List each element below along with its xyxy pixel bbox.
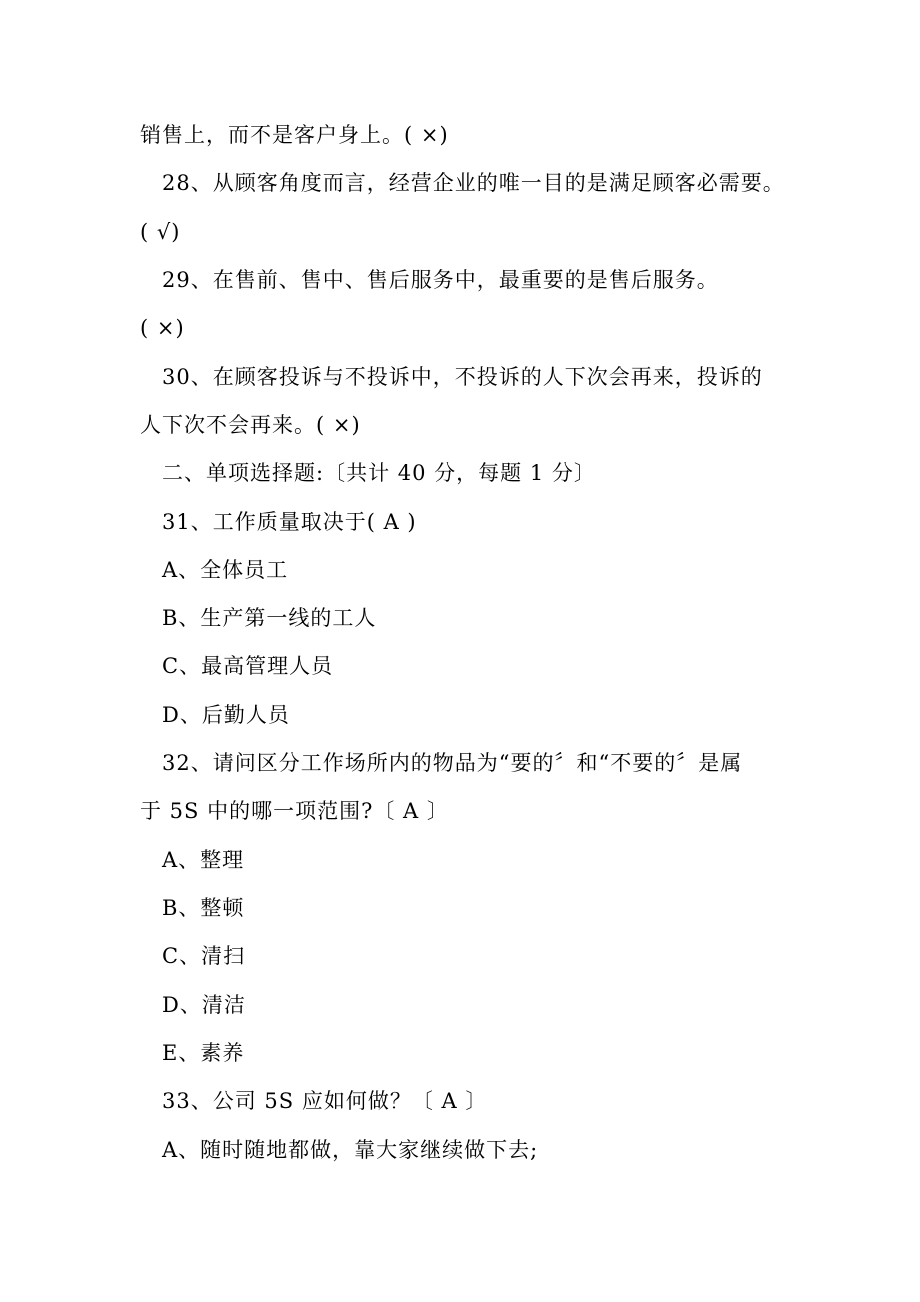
question-32-cont: 于 5S 中的哪一项范围?〔 A 〕 xyxy=(140,799,449,823)
answer-30: 人下次不会再来。( ×) xyxy=(140,413,361,437)
text-line: 销售上，而不是客户身上。( ×) xyxy=(140,123,449,147)
option-31-a: A、全体员工 xyxy=(162,558,289,582)
option-31-d: D、后勤人员 xyxy=(162,703,290,727)
option-32-c: C、清扫 xyxy=(162,944,246,968)
option-31-b: B、生产第一线的工人 xyxy=(162,606,377,630)
question-32: 32、请问区分工作场所内的物品为“要的〞和“不要的〞是属 xyxy=(162,751,743,775)
option-33-a: A、随时随地都做，靠大家继续做下去; xyxy=(162,1138,539,1162)
option-32-d: D、清洁 xyxy=(162,993,246,1017)
answer-29: ( ×) xyxy=(140,316,185,340)
answer-28: ( √) xyxy=(140,220,181,244)
question-29: 29、在售前、售中、售后服务中，最重要的是售后服务。 xyxy=(162,268,719,292)
section-heading: 二、单项选择题:〔共计 40 分，每题 1 分〕 xyxy=(162,461,596,485)
option-31-c: C、最高管理人员 xyxy=(162,654,334,678)
question-33: 33、公司 5S 应如何做？〔 A 〕 xyxy=(162,1089,488,1113)
option-32-e: E、素养 xyxy=(162,1041,245,1065)
question-30: 30、在顾客投诉与不投诉中，不投诉的人下次会再来，投诉的 xyxy=(162,365,763,389)
option-32-a: A、整理 xyxy=(162,848,245,872)
question-28: 28、从顾客角度而言，经营企业的唯一目的是满足顾客必需要。 xyxy=(162,171,785,195)
option-32-b: B、整顿 xyxy=(162,896,245,920)
question-31: 31、工作质量取决于( A ) xyxy=(162,510,417,534)
